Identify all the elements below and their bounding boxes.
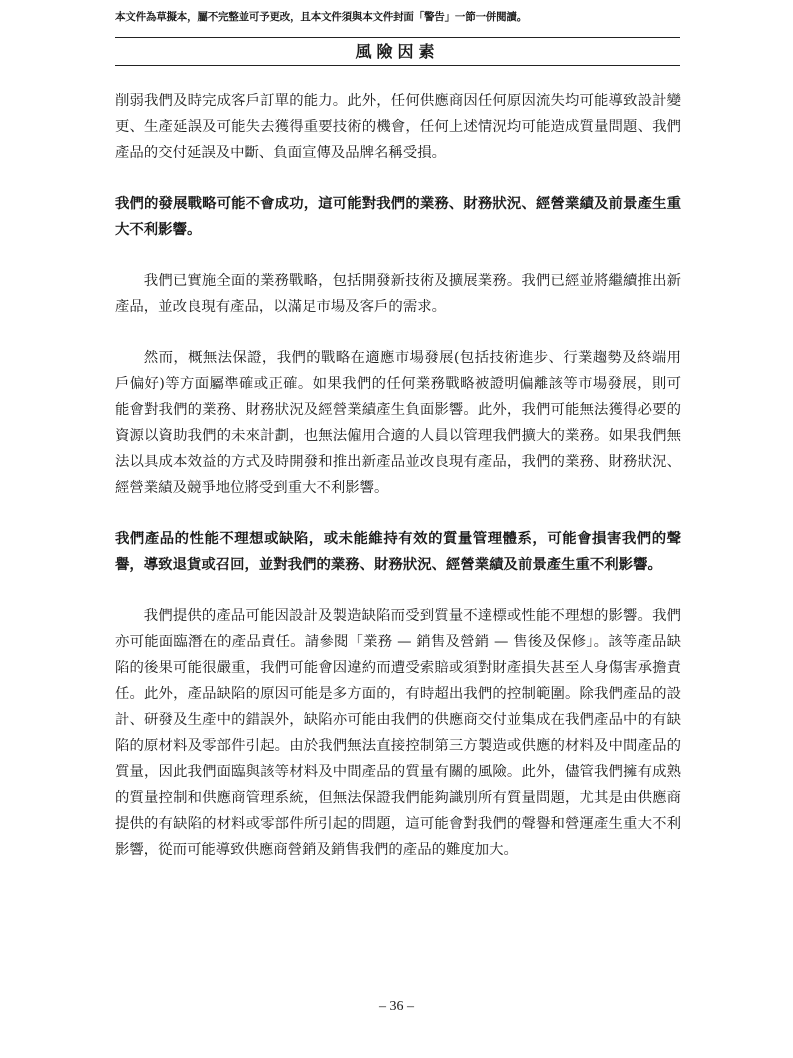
header-bottom-rule — [115, 65, 680, 66]
document-body — [115, 88, 681, 888]
draft-notice: 本文件為草擬本，屬不完整並可予更改，且本文件須與本文件封面「警告」一節一併閱讀。 — [115, 11, 527, 23]
paragraph-business-strategy: 我們已實施全面的業務戰略，包括開發新技術及擴展業務。我們已經並將繼續推出新產品，並改良現有產品，以滿足市場及客戶的需求。 — [115, 273, 681, 315]
paragraph-product-defects: 我們提供的產品可能因設計及製造缺陷而受到質量不達標或性能不理想的影響。我們亦可能面臨潛在的產品責任。請參閱「業務 — 銷售及營銷 — 售後及保修」。該等產品缺陷的後果可能很嚴重，我們可能會因違約而遭受索賠或須對財產損失甚至人身傷害承擔責任。此外，產品缺陷的原因可能是多方面的，有時超出我們的控制範圍。除我們產品的設計、研發及生產中的錯誤外，缺陷亦可能由我們的供應商交付並集成在我們產品中的有缺陷的原材料及零部件引起。由於我們無法直接控制第三方製造或供應的材料及中間產品的質量，因此我們面臨與該等材料及中間產品的質量有關的風險。此外，儘管我們擁有成熟的質量控制和供應商管理系統，但無法保證我們能夠識別所有質量問題，尤其是由供應商提供的有缺陷的材料或零部件所引起的問題，這可能會對我們的聲譽和營運產生重大不利影響，從而可能導致供應商營銷及銷售我們的產品的難度加大。 — [115, 608, 681, 858]
risk-heading-development-strategy: 我們的發展戰略可能不會成功，這可能對我們的業務、財務狀況、經營業績及前景產生重大不利影響。 — [115, 196, 681, 238]
page-number: – 36 – — [379, 999, 414, 1014]
paragraph-strategy-uncertainty: 然而，概無法保證，我們的戰略在適應市場發展(包括技術進步、行業趨勢及終端用戶偏好)等方面屬準確或正確。如果我們的任何業務戰略被證明偏離該等市場發展，則可能會對我們的業務、財務狀況及經營業績產生負面影響。此外，我們可能無法獲得必要的資源以資助我們的未來計劃，也無法僱用合適的人員以管理我們擴大的業務。如果我們無法以具成本效益的方式及時開發和推出新產品並改良現有產品，我們的業務、財務狀況、經營業績及競爭地位將受到重大不利影響。 — [115, 350, 681, 496]
paragraph-supplier-loss: 削弱我們及時完成客戶訂單的能力。此外，任何供應商因任何原因流失均可能導致設計變更、生產延誤及可能失去獲得重要技術的機會，任何上述情況均可能造成質量問題、我們產品的交付延誤及中斷、負面宣傳及品牌名稱受損。 — [115, 93, 681, 161]
section-title: 風險因素 — [355, 42, 440, 61]
risk-heading-product-defects: 我們產品的性能不理想或缺陷，或未能維持有效的質量管理體系，可能會損害我們的聲譽，導致退貨或召回，並對我們的業務、財務狀況、經營業績及前景產生重不利影響。 — [115, 531, 681, 573]
header-top-rule — [115, 37, 680, 38]
